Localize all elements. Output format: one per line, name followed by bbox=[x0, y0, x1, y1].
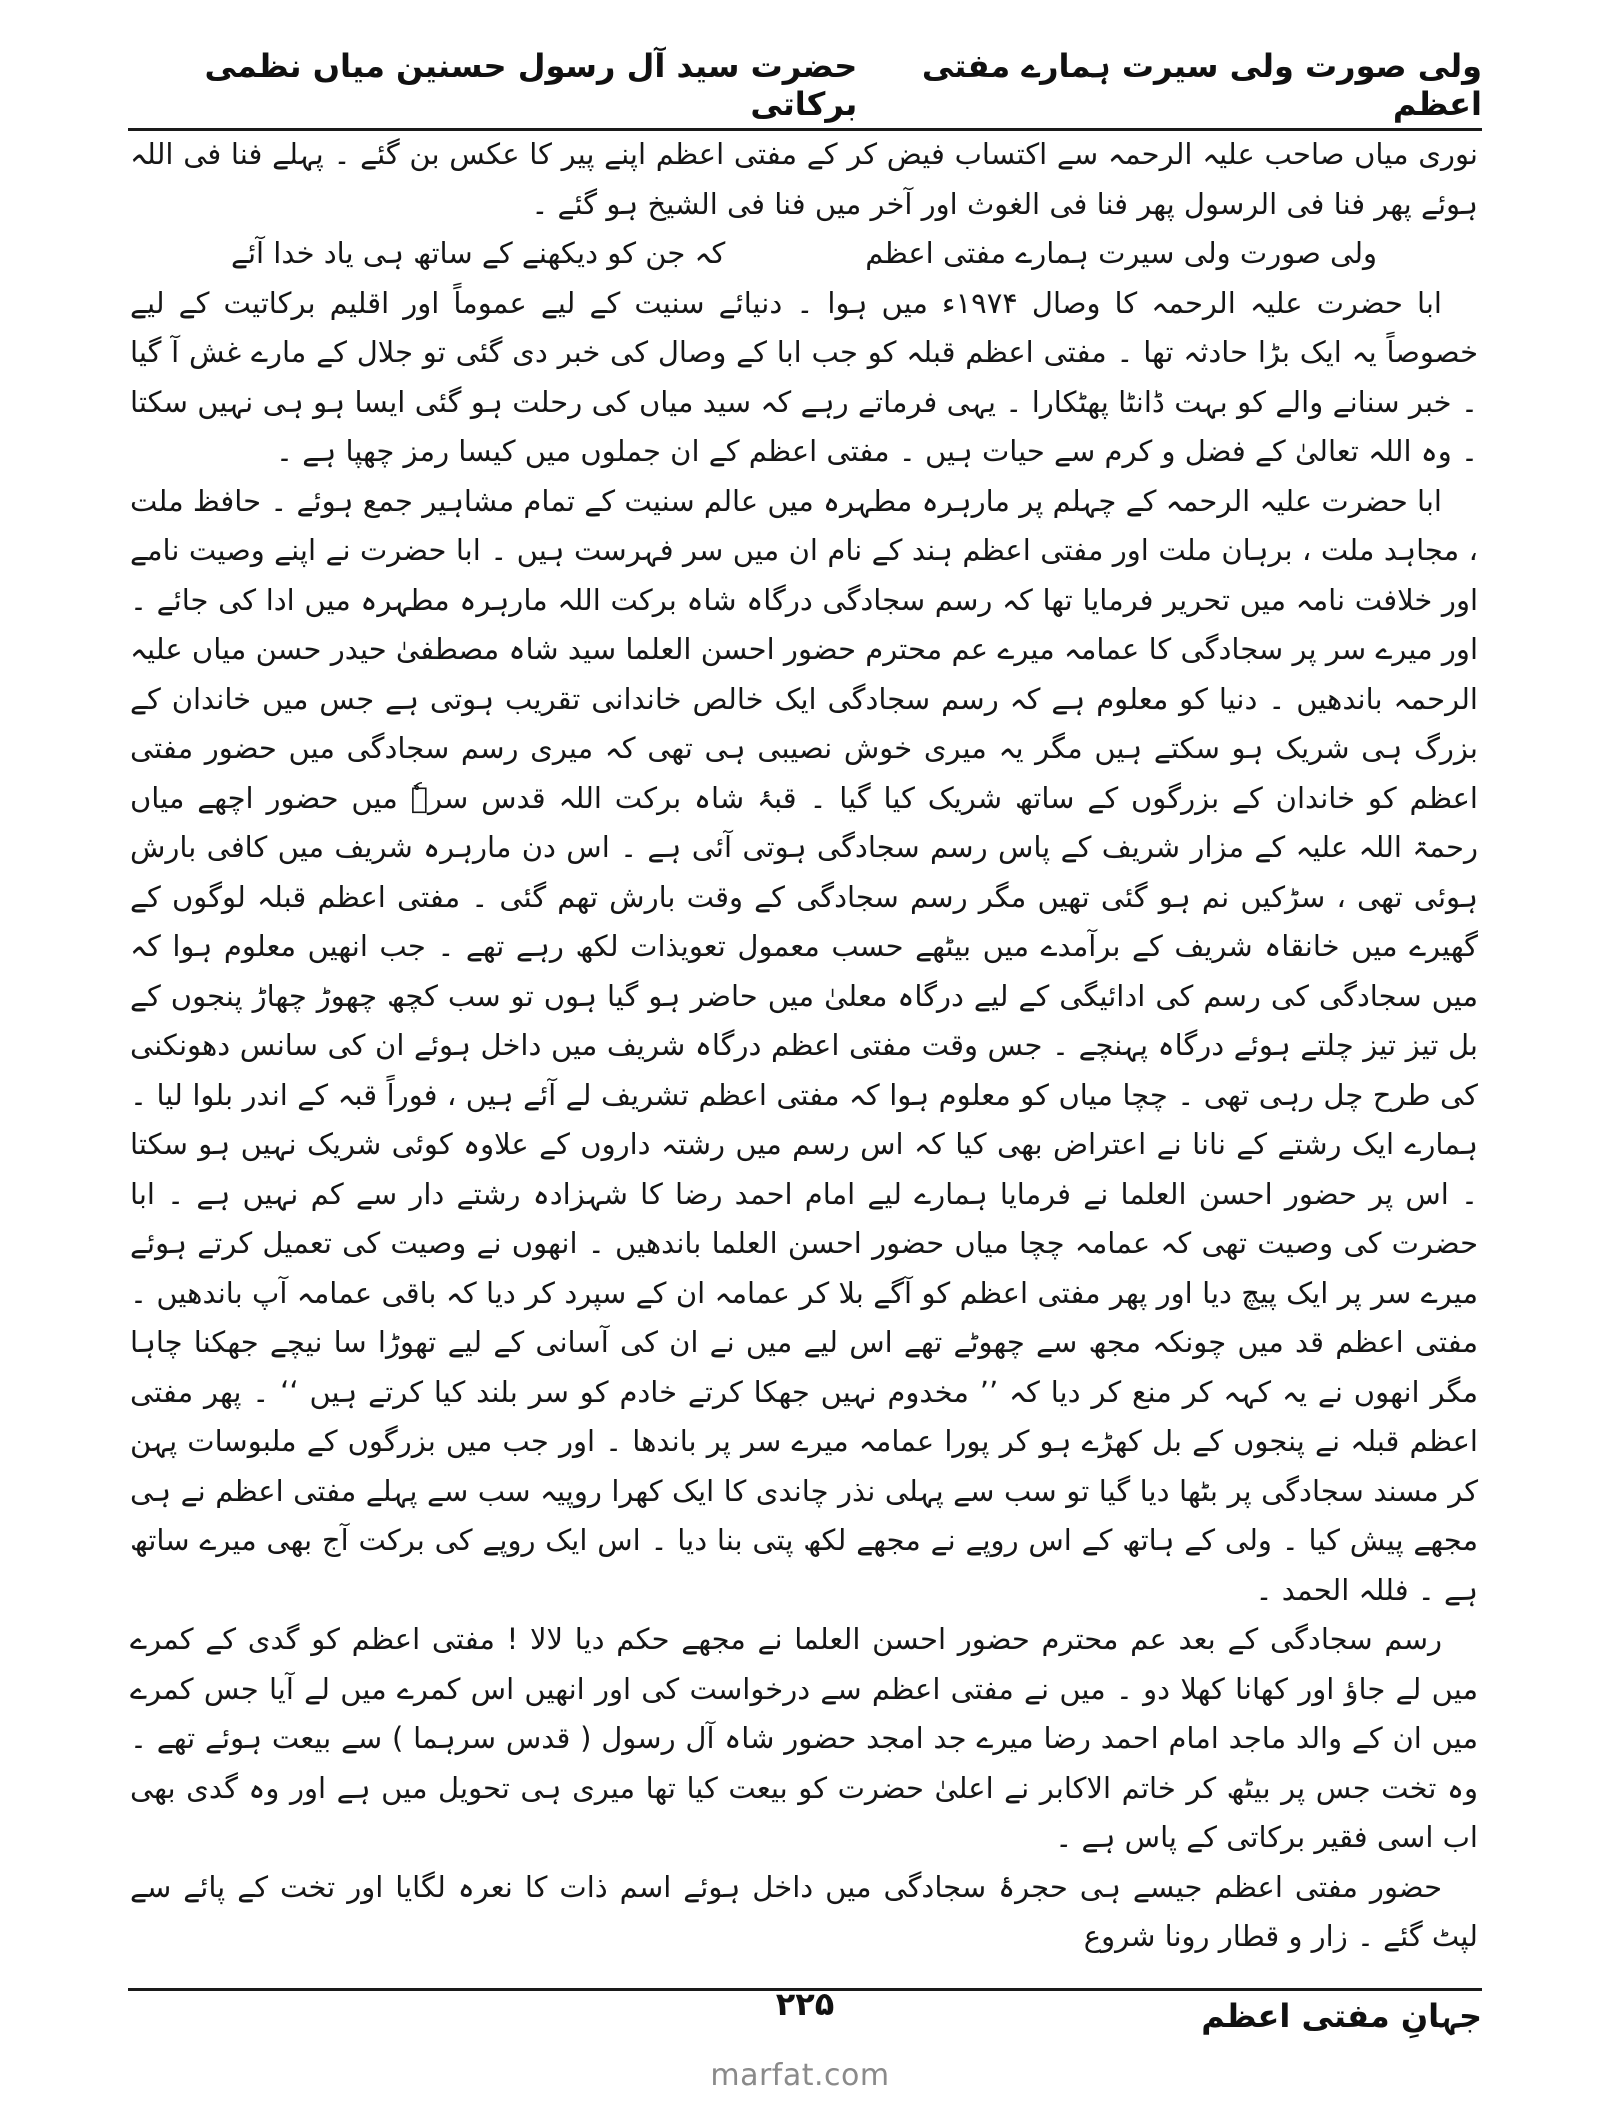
paragraph-2: ابا حضرت علیہ الرحمہ کا وصال ۱۹۷۴ء میں ہوا ۔ دنیائے سنیت کے لیے عموماً اور اقلیم برکاتیت کے لیے خصوصاً یہ ایک بڑا حادثہ تھا ۔ مفتی اعظم قبلہ کو جب ابا کے وصال کی خبر دی گئی تو جلال کے مارے غش آ گیا ۔ خبر سنانے والے کو بہت ڈانٹا پھٹکارا ۔ یہی فرماتے رہے کہ سید میاں کی رحلت ہو گئی ایسا ہو ہی نہیں سکتا ۔ وہ اللہ تعالیٰ کے فضل و کرم سے حیات ہیں ۔ مفتی اعظم کے ان جملوں میں کیسا رمز چھپا ہے ۔ bbox=[130, 285, 1478, 468]
paragraph-5: حضور مفتی اعظم جیسے ہی حجرۂ سجادگی میں داخل ہوئے اسم ذات کا نعرہ لگایا اور تخت کے پائے سے لپٹ گئے ۔ زار و قطار رونا شروع bbox=[130, 1869, 1478, 1953]
page-number: ۲۲۵ bbox=[775, 1985, 835, 2023]
page-body bbox=[130, 130, 1478, 1962]
paragraph-3: ابا حضرت علیہ الرحمہ کے چہلم پر مارہرہ مطہرہ میں عالم سنیت کے تمام مشاہیر جمع ہوئے ۔ حافظ ملت ، مجاہد ملت ، برہان ملت اور مفتی اعظم ہند کے نام ان میں سر فہرست ہیں ۔ ابا حضرت نے اپنے وصیت نامے اور خلافت نامہ میں تحریر فرمایا تھا کہ رسم سجادگی درگاہ شاہ برکت اللہ مارہرہ مطہرہ میں ادا کی جائے ۔ اور میرے سر پر سجادگی کا عمامہ میرے عم محترم حضور احسن العلما سید شاہ مصطفیٰ حیدر حسن میاں علیہ الرحمہ باندھیں ۔ دنیا کو معلوم ہے کہ رسم سجادگی ایک خالص خاندانی تقریب ہوتی ہے جس میں خاندان کے بزرگ ہی شریک ہو سکتے ہیں مگر یہ میری خوش نصیبی ہی تھی کہ میری رسم سجادگی میں حضور مفتی اعظم کو خاندان کے بزرگوں کے ساتھ شریک کیا گیا ۔ قبۂ شاہ برکت اللہ قدس سرہٗ میں حضور اچھے میاں رحمۃ اللہ علیہ کے مزار شریف کے پاس رسم سجادگی ہوتی آئی ہے ۔ اس دن مارہرہ شریف میں کافی بارش ہوئی تھی ، سڑکیں نم ہو گئی تھیں مگر رسم سجادگی کے وقت بارش تھم گئی ۔ مفتی اعظم قبلہ لوگوں کے گھیرے میں خانقاہ شریف کے برآمدے میں بیٹھے حسب معمول تعویذات لکھ رہے تھے ۔ جب انھیں معلوم ہوا کہ میں سجادگی کی رسم کی ادائیگی کے لیے درگاہ معلیٰ میں حاضر ہو گیا ہوں تو سب کچھ چھوڑ چھاڑ پنجوں کے بل تیز تیز چلتے ہوئے درگاہ پہنچے ۔ جس وقت مفتی اعظم درگاہ شریف میں داخل ہوئے ان کی سانس دھونکنی کی طرح چل رہی تھی ۔ چچا میاں کو معلوم ہوا کہ مفتی اعظم تشریف لے آئے ہیں ، فوراً قبہ کے اندر بلوا لیا ۔ ہمارے ایک رشتے کے نانا نے اعتراض بھی کیا کہ اس رسم میں رشتہ داروں کے علاوہ کوئی شریک نہیں ہو سکتا ۔ اس پر حضور احسن العلما نے فرمایا ہمارے لیے امام احمد رضا کا شہزادہ رشتے دار سے کم نہیں ہے ۔ ابا حضرت کی وصیت تھی کہ عمامہ چچا میاں حضور احسن العلما باندھیں ۔ انھوں نے وصیت کی تعمیل کرتے ہوئے میرے سر پر ایک پیچ دیا اور پھر مفتی اعظم کو آگے بلا کر عمامہ ان کے سپرد کر دیا کہ باقی عمامہ آپ باندھیں ۔ مفتی اعظم قد میں چونکہ مجھ سے چھوٹے تھے اس لیے میں نے ان کی آسانی کے لیے تھوڑا سا نیچے جھکنا چاہا مگر انھوں نے یہ کہہ کر منع کر دیا کہ ’’ مخدوم نہیں جھکا کرتے خادم کو سر بلند کیا کرتے ہیں ‘‘ ۔ پھر مفتی اعظم قبلہ نے پنجوں کے بل کھڑے ہو کر پورا عمامہ میرے سر پر باندھا ۔ اور جب میں بزرگوں کے ملبوسات پہن کر مسند سجادگی پر بٹھا دیا گیا تو سب سے پہلی نذر چاندی کا ایک کھرا روپیہ سب سے پہلے مفتی اعظم نے ہی مجھے پیش کیا ۔ ولی کے ہاتھ کے اس روپے نے مجھے لکھ پتی بنا دیا ۔ اس ایک روپے کی برکت آج بھی میرے ساتھ ہے ۔ فللہ الحمد ۔ bbox=[130, 483, 1478, 1607]
header-section-title: ولی صورت ولی سیرت ہمارے مفتی اعظم bbox=[921, 47, 1482, 123]
header-author-name: حضرت سید آل رسول حسنین میاں نظمی برکاتی bbox=[204, 47, 858, 123]
footer-book-title: جہانِ مفتی اعظم bbox=[1201, 1997, 1482, 2035]
verse-second-hemistich: کہ جن کو دیکھنے کے ساتھ ہی یاد خدا آئے bbox=[230, 236, 726, 270]
paragraph-1: نوری میاں صاحب علیہ الرحمہ سے اکتساب فیض کر کے مفتی اعظم اپنے پیر کا عکس بن گئے ۔ پہلے فنا فی اللہ ہوئے پھر فنا فی الرسول پھر فنا فی الغوث اور آخر میں فنا فی الشیخ ہو گئے ۔ bbox=[130, 137, 1478, 221]
paragraph-4: رسم سجادگی کے بعد عم محترم حضور احسن العلما نے مجھے حکم دیا لالا ! مفتی اعظم کو گدی کے کمرے میں لے جاؤ اور کھانا کھلا دو ۔ میں نے مفتی اعظم سے درخواست کی اور انھیں اس کمرے میں لے آیا جس کمرے میں ان کے والد ماجد امام احمد رضا میرے جد امجد حضور شاہ آل رسول ( قدس سرہما ) سے بیعت ہوئے تھے ۔ وہ تخت جس پر بیٹھ کر خاتم الاکابر نے اعلیٰ حضرت کو بیعت کیا تھا میری ہی تحویل میں ہے اور وہ گدی بھی اب اسی فقیر برکاتی کے پاس ہے ۔ bbox=[130, 1622, 1478, 1854]
verse-couplet bbox=[130, 229, 1478, 279]
site-watermark: marfat.com bbox=[710, 2058, 890, 2093]
page-footer bbox=[128, 1985, 1482, 2047]
running-header bbox=[128, 42, 1482, 131]
verse-first-hemistich: ولی صورت ولی سیرت ہمارے مفتی اعظم bbox=[865, 236, 1378, 270]
